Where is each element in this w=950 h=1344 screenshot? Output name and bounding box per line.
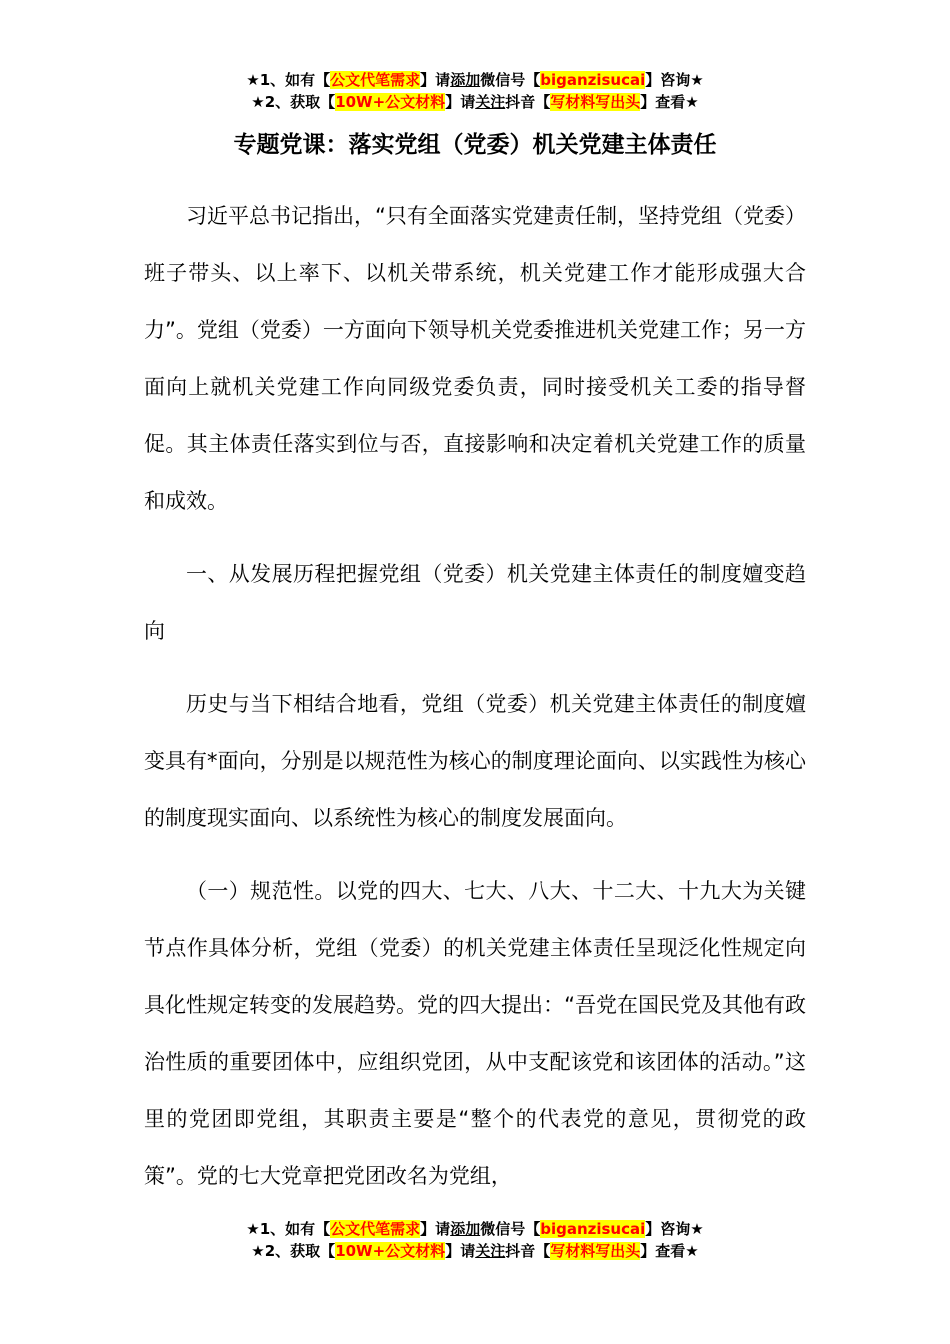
star-icon: ★ bbox=[251, 1242, 265, 1260]
highlight-service: 公文代笔需求 bbox=[330, 71, 421, 89]
promo-line-2: ★2、获取【10W+公文材料】请关注抖音【写材料写出头】查看★ bbox=[251, 1242, 699, 1260]
highlight-wechat-id: biganzisucai bbox=[540, 71, 646, 89]
star-icon: ★ bbox=[246, 1220, 260, 1238]
highlight-service: 公文代笔需求 bbox=[330, 1220, 421, 1238]
highlight-douyin-id: 写材料写出头 bbox=[550, 93, 641, 111]
highlight-materials: 10W+公文材料 bbox=[335, 1242, 446, 1260]
promo-header bbox=[0, 69, 950, 113]
document-title: 专题党课：落实党组（党委）机关党建主体责任 bbox=[233, 132, 717, 158]
document-body bbox=[144, 188, 806, 1205]
promo-line-1: ★1、如有【公文代笔需求】请添加微信号【biganzisucai】咨询★ bbox=[246, 71, 704, 89]
star-icon: ★ bbox=[251, 93, 265, 111]
promo-line-1: ★1、如有【公文代笔需求】请添加微信号【biganzisucai】咨询★ bbox=[246, 1220, 704, 1238]
highlight-materials: 10W+公文材料 bbox=[335, 93, 446, 111]
section-heading-1: 一、从发展历程把握党组（党委）机关党建主体责任的制度嬗变趋向 bbox=[144, 562, 806, 643]
highlight-douyin-id: 写材料写出头 bbox=[550, 1242, 641, 1260]
promo-line-2: ★2、获取【10W+公文材料】请关注抖音【写材料写出头】查看★ bbox=[251, 93, 699, 111]
paragraph-intro: 习近平总书记指出，“只有全面落实党建责任制，坚持党组（党委）班子带头、以上率下、以机关带系统，机关党建工作才能形成强大合力”。党组（党委）一方面向下领导机关党委推进机关党建工作；另一方面向上就机关党建工作向同级党委负责，同时接受机关工委的指导督促。其主体责任落实到位与否，直接影响和决定着机关党建工作的质量和成效。 bbox=[144, 204, 806, 513]
promo-footer bbox=[0, 1218, 950, 1262]
highlight-wechat-id: biganzisucai bbox=[540, 1220, 646, 1238]
paragraph-overview: 历史与当下相结合地看，党组（党委）机关党建主体责任的制度嬗变具有*面向，分别是以规范性为核心的制度理论面向、以实践性为核心的制度现实面向、以系统性为核心的制度发展面向。 bbox=[144, 692, 806, 830]
paragraph-normativity: （一）规范性。以党的四大、七大、八大、十二大、十九大为关键节点作具体分析，党组（党委）的机关党建主体责任呈现泛化性规定向具化性规定转变的发展趋势。党的四大提出：“吾党在国民党及其他有政治性质的重要团体中，应组织党团，从中支配该党和该团体的活动。”这里的党团即党组，其职责主要是“整个的代表党的意见，贯彻党的政策”。党的七大党章把党团改名为党组， bbox=[144, 879, 806, 1188]
star-icon: ★ bbox=[246, 71, 260, 89]
